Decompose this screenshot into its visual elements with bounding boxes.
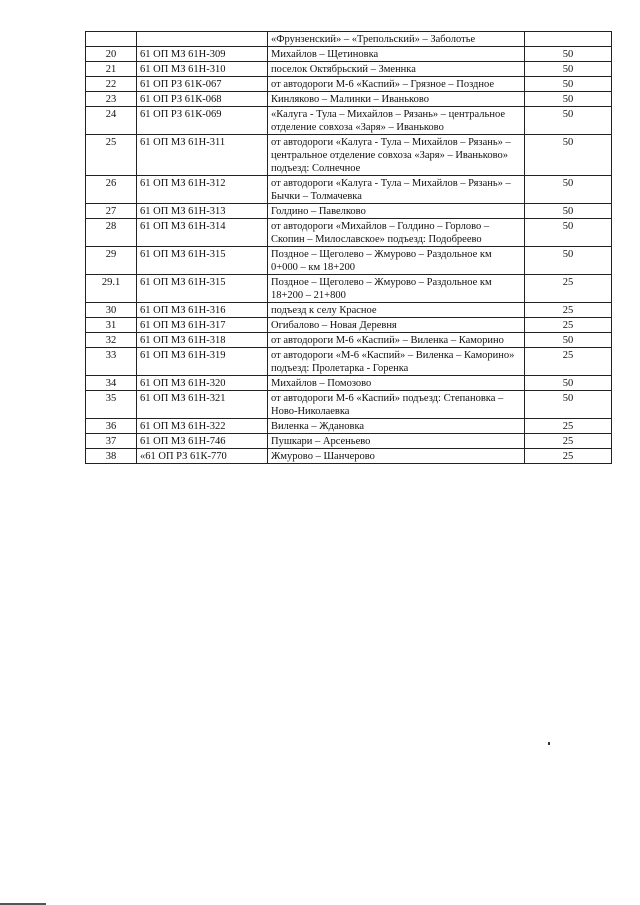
row-number-cell: 29 — [86, 247, 137, 275]
row-number-cell: 31 — [86, 318, 137, 333]
road-name-cell: от автодороги «М-6 «Каспий» – Виленка – Каморино» подъезд: Пролетарка - Горенка — [268, 348, 525, 376]
table-row — [86, 434, 612, 449]
road-id-cell: 61 ОП МЗ 61Н-310 — [137, 62, 268, 77]
road-name-cell: от автодороги М-6 «Каспий» – Виленка – Каморино — [268, 333, 525, 348]
road-name-cell: от автодороги «Калуга - Тула – Михайлов – Рязань» – центральное отделение совхоза «Заря» – Иваньково» подъезд: Солнечное — [268, 135, 525, 176]
row-number-cell: 36 — [86, 419, 137, 434]
road-name-cell: подъезд к селу Красное — [268, 303, 525, 318]
table-row — [86, 77, 612, 92]
table-row — [86, 107, 612, 135]
row-number-cell: 32 — [86, 333, 137, 348]
value-cell: 50 — [525, 376, 612, 391]
value-cell: 25 — [525, 449, 612, 464]
value-cell: 50 — [525, 107, 612, 135]
road-id-cell: 61 ОП МЗ 61Н-315 — [137, 247, 268, 275]
row-number-cell: 25 — [86, 135, 137, 176]
row-number-cell: 26 — [86, 176, 137, 204]
road-name-cell: «Калуга - Тула – Михайлов – Рязань» – центральное отделение совхоза «Заря» – Иваньково — [268, 107, 525, 135]
value-cell: 25 — [525, 348, 612, 376]
row-number-cell: 30 — [86, 303, 137, 318]
road-name-cell: Кинляково – Малинки – Иваньково — [268, 92, 525, 107]
value-cell: 50 — [525, 77, 612, 92]
row-number-cell — [86, 32, 137, 47]
value-cell: 25 — [525, 419, 612, 434]
value-cell: 50 — [525, 62, 612, 77]
row-number-cell: 35 — [86, 391, 137, 419]
road-id-cell: 61 ОП МЗ 61Н-316 — [137, 303, 268, 318]
value-cell: 50 — [525, 92, 612, 107]
table-row — [86, 62, 612, 77]
road-name-cell: «Фрунзенский» – «Трепольский» – Заболотье — [268, 32, 525, 47]
table-row — [86, 275, 612, 303]
row-number-cell: 21 — [86, 62, 137, 77]
road-id-cell: 61 ОП МЗ 61Н-321 — [137, 391, 268, 419]
table-row — [86, 318, 612, 333]
table-row — [86, 176, 612, 204]
road-id-cell: 61 ОП МЗ 61Н-312 — [137, 176, 268, 204]
value-cell: 50 — [525, 247, 612, 275]
value-cell: 50 — [525, 333, 612, 348]
scan-dot — [548, 742, 550, 745]
road-name-cell: Жмурово – Шанчерово — [268, 449, 525, 464]
value-cell: 25 — [525, 303, 612, 318]
table-row — [86, 419, 612, 434]
table-row — [86, 204, 612, 219]
value-cell: 50 — [525, 219, 612, 247]
row-number-cell: 20 — [86, 47, 137, 62]
road-id-cell: 61 ОП МЗ 61Н-320 — [137, 376, 268, 391]
road-id-cell: 61 ОП МЗ 61Н-319 — [137, 348, 268, 376]
table-row — [86, 348, 612, 376]
road-name-cell: Поздное – Щеголево – Жмурово – Раздольное км 0+000 – км 18+200 — [268, 247, 525, 275]
road-name-cell: от автодороги «Калуга - Тула – Михайлов – Рязань» – Бычки – Толмачевка — [268, 176, 525, 204]
value-cell: 50 — [525, 391, 612, 419]
value-cell: 50 — [525, 135, 612, 176]
roads-table — [85, 31, 612, 464]
value-cell: 25 — [525, 275, 612, 303]
road-id-cell — [137, 32, 268, 47]
roads-table-body — [86, 32, 612, 464]
road-id-cell: 61 ОП МЗ 61Н-311 — [137, 135, 268, 176]
road-name-cell: Михайлов – Щетиновка — [268, 47, 525, 62]
road-id-cell: 61 ОП МЗ 61Н-317 — [137, 318, 268, 333]
table-row — [86, 47, 612, 62]
row-number-cell: 23 — [86, 92, 137, 107]
road-id-cell: 61 ОП МЗ 61Н-313 — [137, 204, 268, 219]
row-number-cell: 24 — [86, 107, 137, 135]
table-row — [86, 449, 612, 464]
value-cell: 50 — [525, 47, 612, 62]
row-number-cell: 37 — [86, 434, 137, 449]
row-number-cell: 38 — [86, 449, 137, 464]
table-row — [86, 376, 612, 391]
table-row — [86, 247, 612, 275]
table-row — [86, 219, 612, 247]
value-cell: 25 — [525, 434, 612, 449]
road-id-cell: 61 ОП МЗ 61Н-314 — [137, 219, 268, 247]
row-number-cell: 29.1 — [86, 275, 137, 303]
road-name-cell: Огибалово – Новая Деревня — [268, 318, 525, 333]
road-name-cell: от автодороги М-6 «Каспий» подъезд: Степановка – Ново-Николаевка — [268, 391, 525, 419]
road-id-cell: 61 ОП РЗ 61К-068 — [137, 92, 268, 107]
road-id-cell: 61 ОП МЗ 61Н-322 — [137, 419, 268, 434]
table-row — [86, 391, 612, 419]
road-id-cell: 61 ОП МЗ 61Н-746 — [137, 434, 268, 449]
road-name-cell: поселок Октябрьский – Зменнка — [268, 62, 525, 77]
table-row — [86, 333, 612, 348]
row-number-cell: 33 — [86, 348, 137, 376]
road-name-cell: Виленка – Ждановка — [268, 419, 525, 434]
road-name-cell: Голдино – Павелково — [268, 204, 525, 219]
road-name-cell: Поздное – Щеголево – Жмурово – Раздольное км 18+200 – 21+800 — [268, 275, 525, 303]
road-id-cell: 61 ОП РЗ 61К-067 — [137, 77, 268, 92]
road-id-cell: 61 ОП РЗ 61К-069 — [137, 107, 268, 135]
value-cell: 50 — [525, 204, 612, 219]
table-row — [86, 92, 612, 107]
road-id-cell: 61 ОП МЗ 61Н-315 — [137, 275, 268, 303]
table-row — [86, 32, 612, 47]
road-id-cell: «61 ОП РЗ 61К-770 — [137, 449, 268, 464]
road-name-cell: от автодороги М-6 «Каспий» – Грязное – Поздное — [268, 77, 525, 92]
row-number-cell: 22 — [86, 77, 137, 92]
row-number-cell: 27 — [86, 204, 137, 219]
value-cell — [525, 32, 612, 47]
table-row — [86, 135, 612, 176]
row-number-cell: 34 — [86, 376, 137, 391]
value-cell: 50 — [525, 176, 612, 204]
row-number-cell: 28 — [86, 219, 137, 247]
table-row — [86, 303, 612, 318]
road-name-cell: Михайлов – Помозово — [268, 376, 525, 391]
page-footer-mark — [0, 897, 46, 905]
road-id-cell: 61 ОП МЗ 61Н-309 — [137, 47, 268, 62]
road-id-cell: 61 ОП МЗ 61Н-318 — [137, 333, 268, 348]
road-name-cell: от автодороги «Михайлов – Голдино – Горлово – Скопин – Милославское» подъезд: Подобреево — [268, 219, 525, 247]
road-name-cell: Пушкари – Арсеньево — [268, 434, 525, 449]
value-cell: 25 — [525, 318, 612, 333]
